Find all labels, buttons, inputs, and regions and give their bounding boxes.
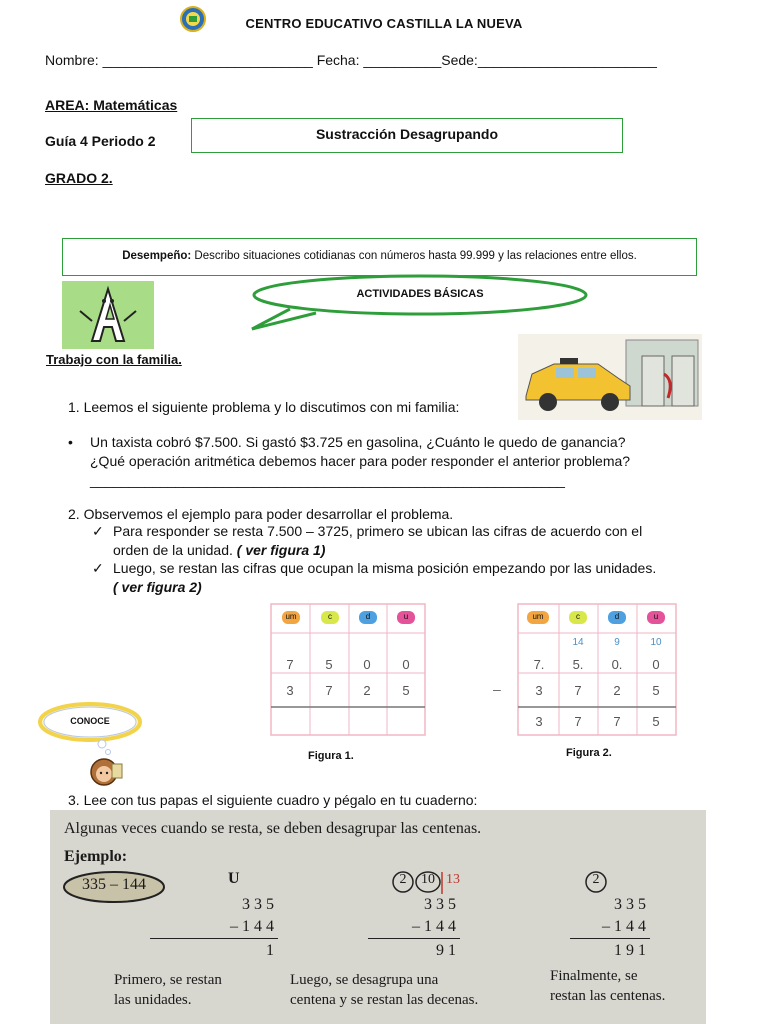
check-2-line-1: Luego, se restan las cifras que ocupan la misma posición empezando por las unidades. <box>113 560 657 576</box>
cell: 3 <box>286 683 294 698</box>
figure-2-caption: Figura 2. <box>566 747 612 759</box>
header-um: um <box>532 612 544 621</box>
col3-rule <box>570 938 650 939</box>
cell: 5 <box>325 657 333 672</box>
book-excerpt-image <box>50 810 706 1024</box>
checkmark-icon: ✓ <box>92 560 104 576</box>
bullet-line-1: Un taxista cobró $7.500. Si gastó $3.725 en gasolina, ¿Cuánto le quedo de ganancia? <box>90 434 626 450</box>
carry-10: 10 <box>421 872 435 887</box>
figure-1-grid <box>270 603 426 736</box>
cell: 0 <box>652 657 660 672</box>
grade-label: GRADO 2. <box>45 170 113 186</box>
col2-result: 9 1 <box>436 942 456 959</box>
bullet-dot: • <box>68 434 73 450</box>
student-character-icon <box>88 756 124 795</box>
cell: 3 <box>535 683 543 698</box>
col3-number-1: 3 3 5 <box>614 896 646 913</box>
result-cell: 3 <box>535 714 543 729</box>
answer-line: _____________________________________________________________ <box>90 472 565 488</box>
header-c: c <box>328 612 332 621</box>
result-cell: 5 <box>652 714 660 729</box>
book-intro: Algunas veces cuando se resta, se deben desagrupar las centenas. <box>64 820 482 837</box>
header-u: u <box>653 612 659 621</box>
header-d: d <box>365 612 371 621</box>
taxi-gas-station-icon <box>518 334 702 420</box>
col1-number-1: 3 3 5 <box>242 896 274 913</box>
carry-2b: 2 <box>592 872 600 887</box>
col2-caption: Luego, se desagrupa una centena y se restan las decenas. <box>290 972 479 1008</box>
bullet-line-2: ¿Qué operación aritmética debemos hacer para poder responder el anterior problema? <box>90 453 631 469</box>
school-title: CENTRO EDUCATIVO CASTILLA LA NUEVA <box>245 16 523 31</box>
book-example-label: Ejemplo: <box>64 848 128 865</box>
header-d: d <box>614 612 620 621</box>
name-date-site-fields: Nombre: ___________________________ Fecha: __________Sede:_______________________ <box>45 52 657 68</box>
book-problem: 335 – 144 <box>82 876 146 893</box>
col2-number-2: – 1 4 4 <box>412 918 456 935</box>
item-3-text: 3. Lee con tus papas el siguiente cuadro y pégalo en tu cuaderno: <box>68 792 478 808</box>
cell: 0 <box>363 657 371 672</box>
figure-1-caption: Figura 1. <box>308 750 354 762</box>
col3-caption: Finalmente, se restan las centenas. <box>550 968 666 1004</box>
cell: 5 <box>402 683 410 698</box>
col2-rule <box>368 938 460 939</box>
cell: 7. <box>533 657 545 672</box>
figure-2-grid <box>517 603 677 736</box>
cell: 7 <box>286 657 294 672</box>
cell: 0 <box>402 657 410 672</box>
units-label: U <box>228 870 240 887</box>
result-cell: 7 <box>613 714 621 729</box>
activities-speech-bubble <box>250 273 590 340</box>
topic-box: Sustracción Desagrupando <box>191 118 623 153</box>
checkmark-icon: ✓ <box>92 523 104 539</box>
performance-box <box>62 238 697 276</box>
carry-value: 14 <box>572 637 584 648</box>
letter-a-character-icon <box>62 281 154 349</box>
header-um: um <box>285 612 297 621</box>
header-c: c <box>576 612 580 621</box>
figure-1-reference: ( ver figura 1) <box>236 542 326 558</box>
result-cell: 7 <box>574 714 582 729</box>
cell: 5. <box>572 657 584 672</box>
cell: 7 <box>325 683 333 698</box>
carry-value: 9 <box>614 637 620 648</box>
family-work-title: Trabajo con la familia. <box>46 352 182 367</box>
area-label: AREA: Matemáticas <box>45 97 178 113</box>
col3-result: 1 9 1 <box>614 942 646 959</box>
cell: 0. <box>611 657 623 672</box>
cell: 5 <box>652 683 660 698</box>
conoce-label: CONOCE <box>70 716 110 726</box>
check-1-line-2: orden de la unidad. ( ver figura 1) <box>113 542 326 558</box>
col1-caption: Primero, se restan las unidades. <box>114 972 222 1008</box>
cell: 7 <box>574 683 582 698</box>
carry-2: 2 <box>399 872 407 887</box>
col1-number-2: – 1 4 4 <box>230 918 274 935</box>
header-u: u <box>403 612 409 621</box>
figure-2-reference: ( ver figura 2) <box>113 579 202 595</box>
col3-number-2: – 1 4 4 <box>602 918 646 935</box>
minus-sign: – <box>493 681 501 697</box>
check-1-line-1: Para responder se resta 7.500 – 3725, primero se ubican las cifras de acuerdo con el <box>113 523 643 539</box>
carry-value: 10 <box>650 637 662 648</box>
performance-text: Describo situaciones cotidianas con números hasta 99.999 y las relaciones entre ellos. <box>191 250 637 262</box>
item-1-text: 1. Leemos el siguiente problema y lo discutimos con mi familia: <box>68 399 460 415</box>
item-2-text: 2. Observemos el ejemplo para poder desarrollar el problema. <box>68 506 454 522</box>
col1-result: 1 <box>266 942 274 959</box>
activities-title: ACTIVIDADES BÁSICAS <box>356 288 484 300</box>
carry-13: 13 <box>446 872 460 887</box>
cell: 2 <box>613 683 621 698</box>
col1-rule <box>150 938 278 939</box>
col2-number-1: 3 3 5 <box>424 896 456 913</box>
cell: 2 <box>363 683 371 698</box>
conoce-cloud-icon <box>36 700 146 761</box>
guide-label: Guía 4 Periodo 2 <box>45 133 156 149</box>
performance-label: Desempeño: <box>122 250 192 262</box>
